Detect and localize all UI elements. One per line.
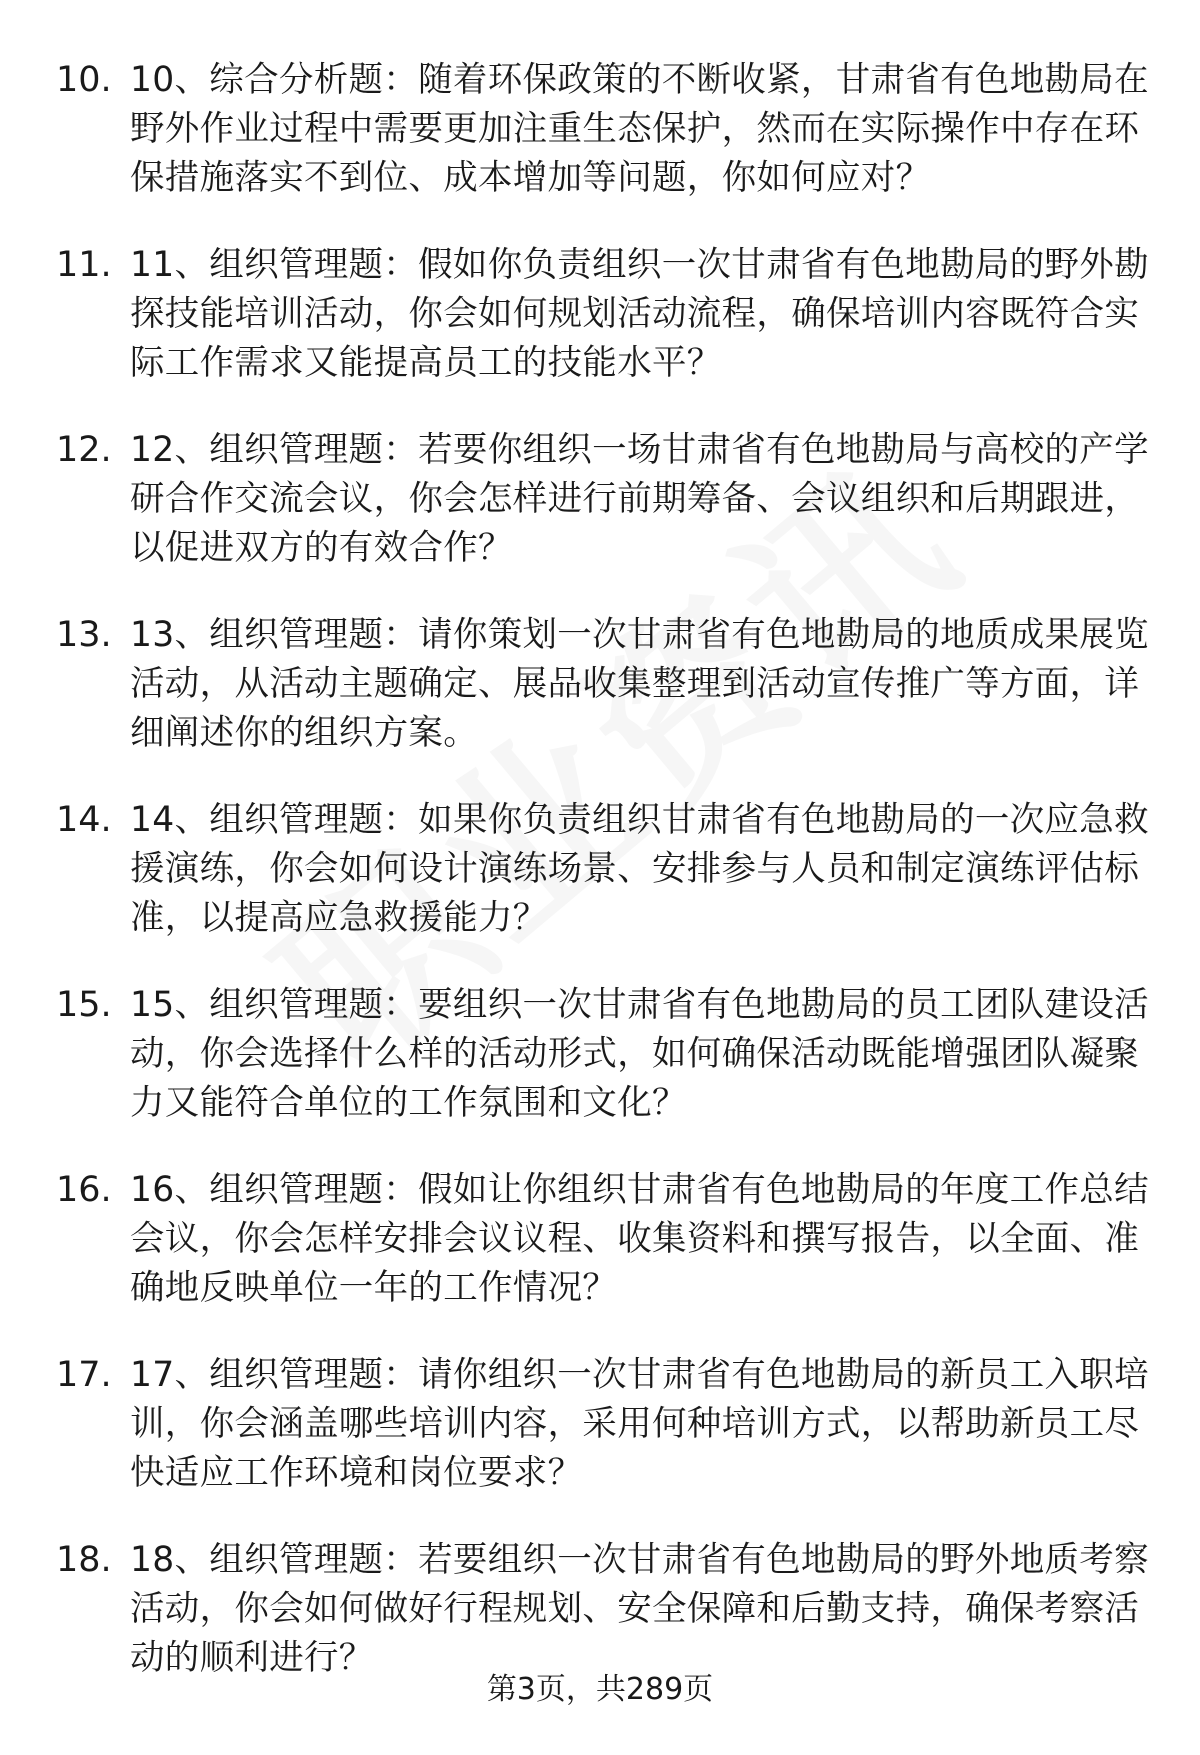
question-text: 15、组织管理题：要组织一次甘肃省有色地勘局的员工团队建设活动，你会选择什么样的活动形式，如何确保活动既能增强团队凝聚力又能符合单位的工作氛围和文化？ [130,985,1149,1123]
question-text: 10、综合分析题：随着环保政策的不断收紧，甘肃省有色地勘局在野外作业过程中需要更加注重生态保护，然而在实际操作中存在环保措施落实不到位、成本增加等问题，你如何应对？ [130,60,1149,198]
question-number: 15. [56,985,112,1025]
question-text: 18、组织管理题：若要组织一次甘肃省有色地勘局的野外地质考察活动，你会如何做好行程规划、安全保障和后勤支持，确保考察活动的顺利进行？ [130,1540,1149,1678]
question-number: 16. [56,1170,112,1210]
question-number: 18. [56,1540,112,1580]
question-item [56,426,1156,573]
question-number: 12. [56,430,112,470]
question-number: 17. [56,1355,112,1395]
page-footer: 第3页，共289页 [486,1672,714,1707]
question-text: 13、组织管理题：请你策划一次甘肃省有色地勘局的地质成果展览活动，从活动主题确定、展品收集整理到活动宣传推广等方面，详细阐述你的组织方案。 [130,615,1149,753]
question-item [56,796,1156,943]
question-text: 12、组织管理题：若要你组织一场甘肃省有色地勘局与高校的产学研合作交流会议，你会怎样进行前期筹备、会议组织和后期跟进，以促进双方的有效合作？ [130,430,1149,568]
question-text: 16、组织管理题：假如让你组织甘肃省有色地勘局的年度工作总结会议，你会怎样安排会议议程、收集资料和撰写报告，以全面、准确地反映单位一年的工作情况？ [130,1170,1149,1308]
question-item [56,1536,1156,1683]
question-item [56,1351,1156,1498]
question-item [56,1166,1156,1313]
question-text: 14、组织管理题：如果你负责组织甘肃省有色地勘局的一次应急救援演练，你会如何设计演练场景、安排参与人员和制定演练评估标准，以提高应急救援能力？ [130,800,1149,938]
question-item [56,611,1156,758]
question-number: 14. [56,800,112,840]
question-item [56,56,1156,203]
question-text: 17、组织管理题：请你组织一次甘肃省有色地勘局的新员工入职培训，你会涵盖哪些培训内容，采用何种培训方式，以帮助新员工尽快适应工作环境和岗位要求？ [130,1355,1149,1493]
question-number: 10. [56,60,112,100]
question-number: 13. [56,615,112,655]
question-text: 11、组织管理题：假如你负责组织一次甘肃省有色地勘局的野外勘探技能培训活动，你会如何规划活动流程，确保培训内容既符合实际工作需求又能提高员工的技能水平？ [130,245,1149,383]
question-number: 11. [56,245,112,285]
question-item [56,241,1156,388]
question-item [56,981,1156,1128]
question-list [56,56,1156,1721]
